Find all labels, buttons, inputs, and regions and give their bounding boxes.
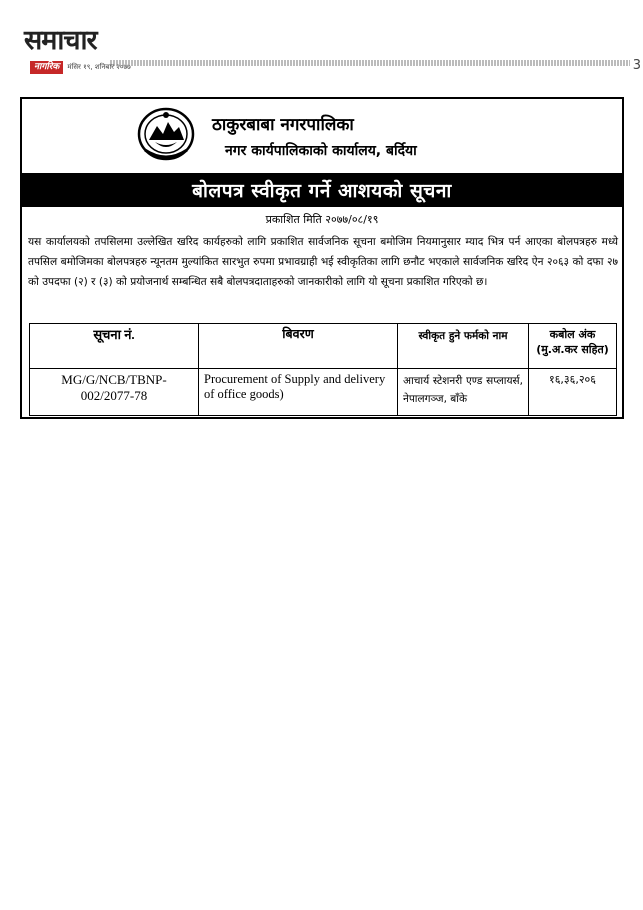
header-description: बिवरण: [199, 324, 398, 369]
municipality-name: ठाकुरबाबा नगरपालिका: [212, 115, 354, 135]
published-date: प्रकाशित मिति २०७७/०८/१९: [265, 213, 379, 226]
header-notice-no: सूचना नं.: [30, 324, 199, 369]
award-table: [29, 323, 617, 416]
header-amount: कबोल अंक (मु.अ.कर सहित): [529, 324, 617, 369]
cell-amount: १६,३६,२०६: [529, 369, 617, 416]
table-header-row: [30, 324, 617, 369]
page-number: 3: [632, 58, 641, 73]
office-name: नगर कार्यपालिकाको कार्यालय, बर्दिया: [225, 143, 417, 159]
masthead-brand: समाचार: [24, 25, 97, 56]
cell-notice-no: MG/G/NCB/TBNP-002/2077-78: [30, 369, 199, 416]
notice-title-banner: [22, 173, 622, 207]
header-firm: स्वीकृत हुने फर्मको नाम: [398, 324, 529, 369]
masthead-tag: नागरिक: [30, 61, 63, 74]
nepal-emblem-icon: [137, 106, 195, 162]
notice-body: यस कार्यालयको तपसिलमा उल्लेखित खरिद कार्यहरुको लागि प्रकाशित सार्वजनिक सूचना बमोजिम नियमानुसार म्याद भित्र पर्न आएका बोलपत्रहरु मध्ये तपसिल बमोजिमका बोलपत्रहरु न्यूनतम मुल्यांकित सारभुत रुपमा प्रभावग्राही भई स्वीकृतिका लागि छनौट भएकाले सार्वजनिक खरिद ऐन २०६३ को दफा २७ को उपदफा (२) र (३) को प्रयोजनार्थ सम्बन्धित सबै बोलपत्रदाताहरुको जानकारीको लागि यो सूचना प्रकाशित गरिएको छ।: [28, 236, 618, 288]
cell-description: Procurement of Supply and delivery of office goods): [199, 369, 398, 416]
masthead-rule: [110, 60, 630, 66]
newspaper-masthead: [0, 0, 643, 80]
cell-firm: आचार्य स्टेशनरी एण्ड सप्लायर्स, नेपालगञ्ज, बाँके: [398, 369, 529, 416]
tender-notice: [20, 97, 624, 419]
masthead-subbar: [30, 60, 131, 74]
table-row: [30, 369, 617, 416]
notice-title: बोलपत्र स्वीकृत गर्ने आशयको सूचना: [192, 180, 452, 202]
masthead-date: मंसिर १९, शनिबार २०७७: [67, 62, 131, 71]
